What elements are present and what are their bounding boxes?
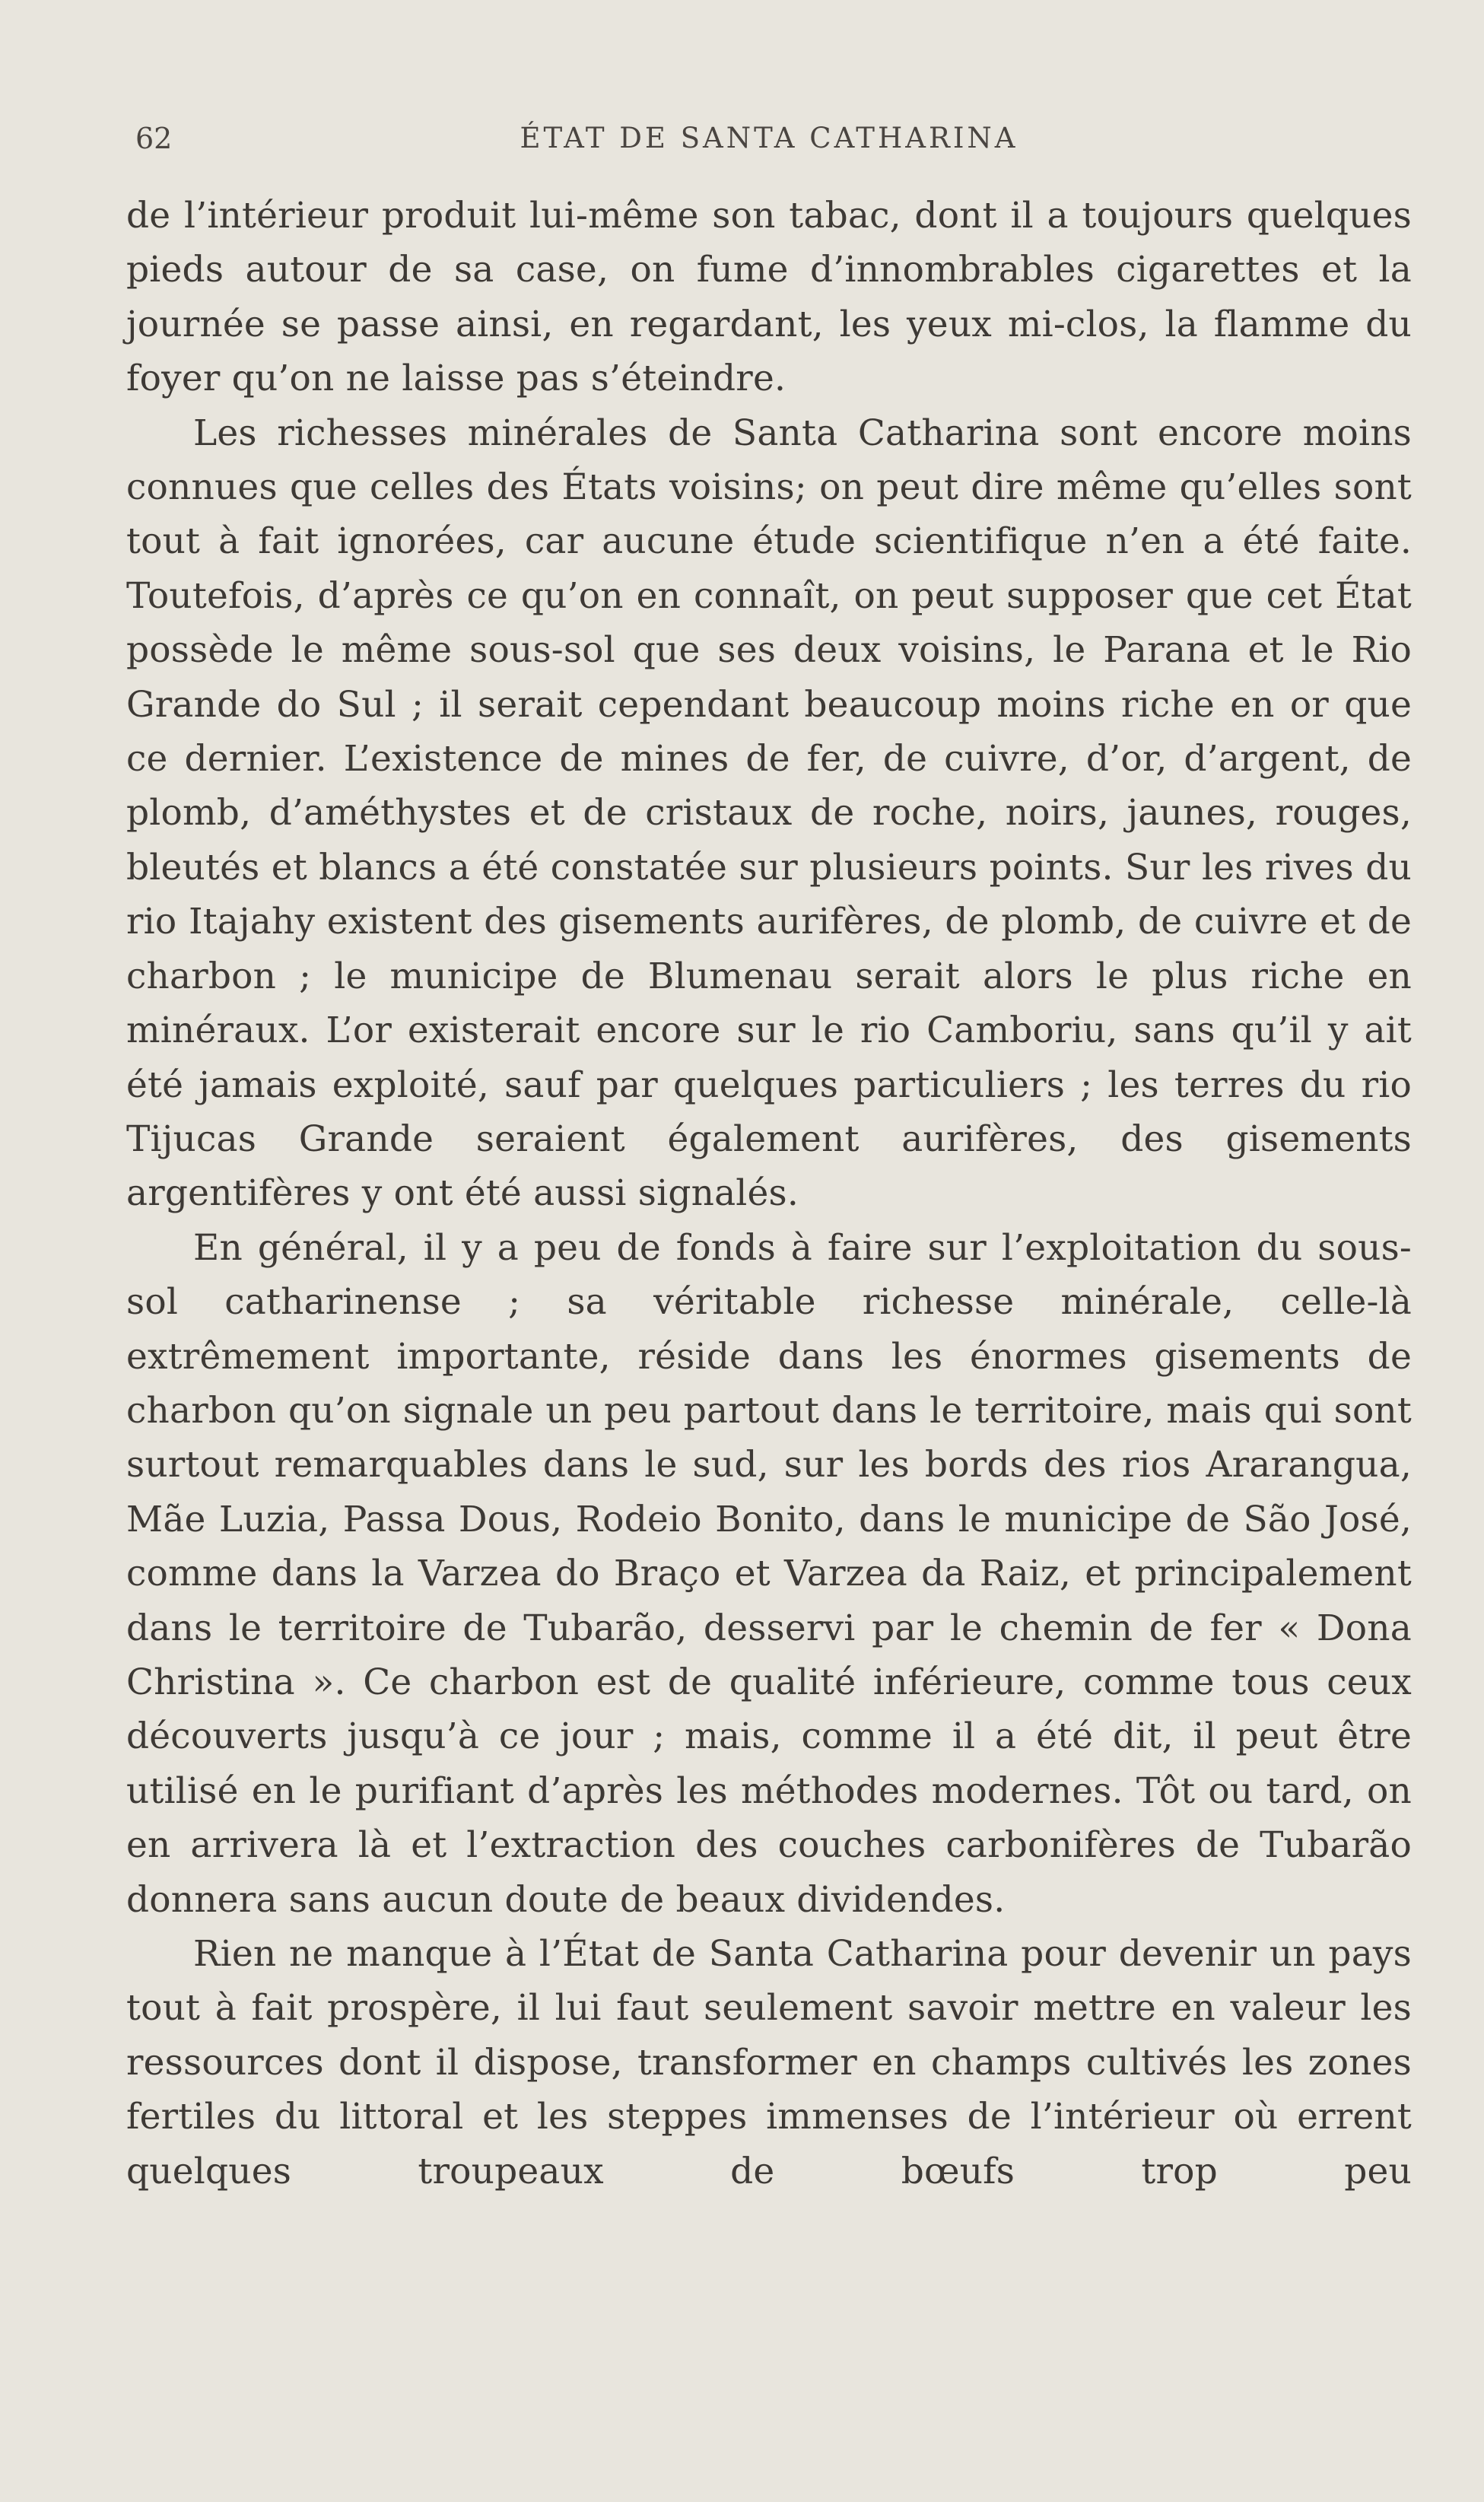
- paragraph-prosperity: Rien ne manque à l’État de Santa Catharina pour devenir un pays tout à fait prospère, il lui faut seulement savoir mettre en valeur les ressources dont il dispose, transformer en champs cultivés les zones fertiles du littoral et les steppes immenses de l’intérieur où errent quelques troupeaux de bœufs trop peu: [126, 1933, 1412, 2192]
- running-title: ÉTAT DE SANTA CATHARINA: [520, 122, 1018, 154]
- paragraph-continuation: de l’intérieur produit lui-même son tabac, dont il a toujours quelques pieds autour de sa case, on fume d’innombrables cigarettes et la journée se passe ainsi, en regardant, les yeux mi-clos, la flamme du foyer qu’on ne laisse pas s’éteindre.: [126, 195, 1412, 400]
- paragraph-coal-deposits: En général, il y a peu de fonds à faire sur l’exploitation du sous-sol catharinense ; sa véritable richesse minérale, celle-là extrêmement importante, réside dans les énormes gisements de charbon qu’on signale un peu partout dans le territoire, mais qui sont surtout remarquables dans le sud, sur les bords des rios Ararangua, Mãe Luzia, Passa Dous, Rodeio Bonito, dans le municipe de São José, comme dans la Varzea do Braço et Varzea da Raiz, et principalement dans le territoire de Tubarão, desservi par le chemin de fer « Dona Christina ». Ce charbon est de qualité inférieure, comme tous ceux découverts jusqu’à ce jour ; mais, comme il a été dit, il peut être utilisé en le purifiant d’après les méthodes modernes. Tôt ou tard, on en arrivera là et l’extraction des couches carbonifères de Tubarão donnera sans aucun doute de beaux dividendes.: [126, 1226, 1412, 1921]
- page-number: 62: [135, 122, 173, 155]
- paragraph-mineral-wealth: Les richesses minérales de Santa Catharina sont encore moins connues que celles des États voisins; on peut dire même qu’elles sont tout à fait ignorées, car aucune étude scientifique n’en a été faite. Toutefois, d’après ce qu’on en connaît, on peut supposer que cet État possède le même sous-sol que ses deux voisins, le Parana et le Rio Grande do Sul ; il serait cependant beaucoup moins riche en or que ce dernier. L’existence de mines de fer, de cuivre, d’or, d’argent, de plomb, d’améthystes et de cristaux de roche, noirs, jaunes, rouges, bleutés et blancs a été constatée sur plusieurs points. Sur les rives du rio Itajahy existent des gisements aurifères, de plomb, de cuivre et de charbon ; le municipe de Blumenau serait alors le plus riche en minéraux. L’or existerait encore sur le rio Camboriu, sans qu’il y ait été jamais exploité, sauf par quelques particuliers ; les terres du rio Tijucas Grande seraient également aurifères, des gisements argentifères y ont été aussi signalés.: [126, 412, 1412, 1215]
- running-head: [129, 116, 1409, 161]
- body-text: [126, 189, 1412, 2198]
